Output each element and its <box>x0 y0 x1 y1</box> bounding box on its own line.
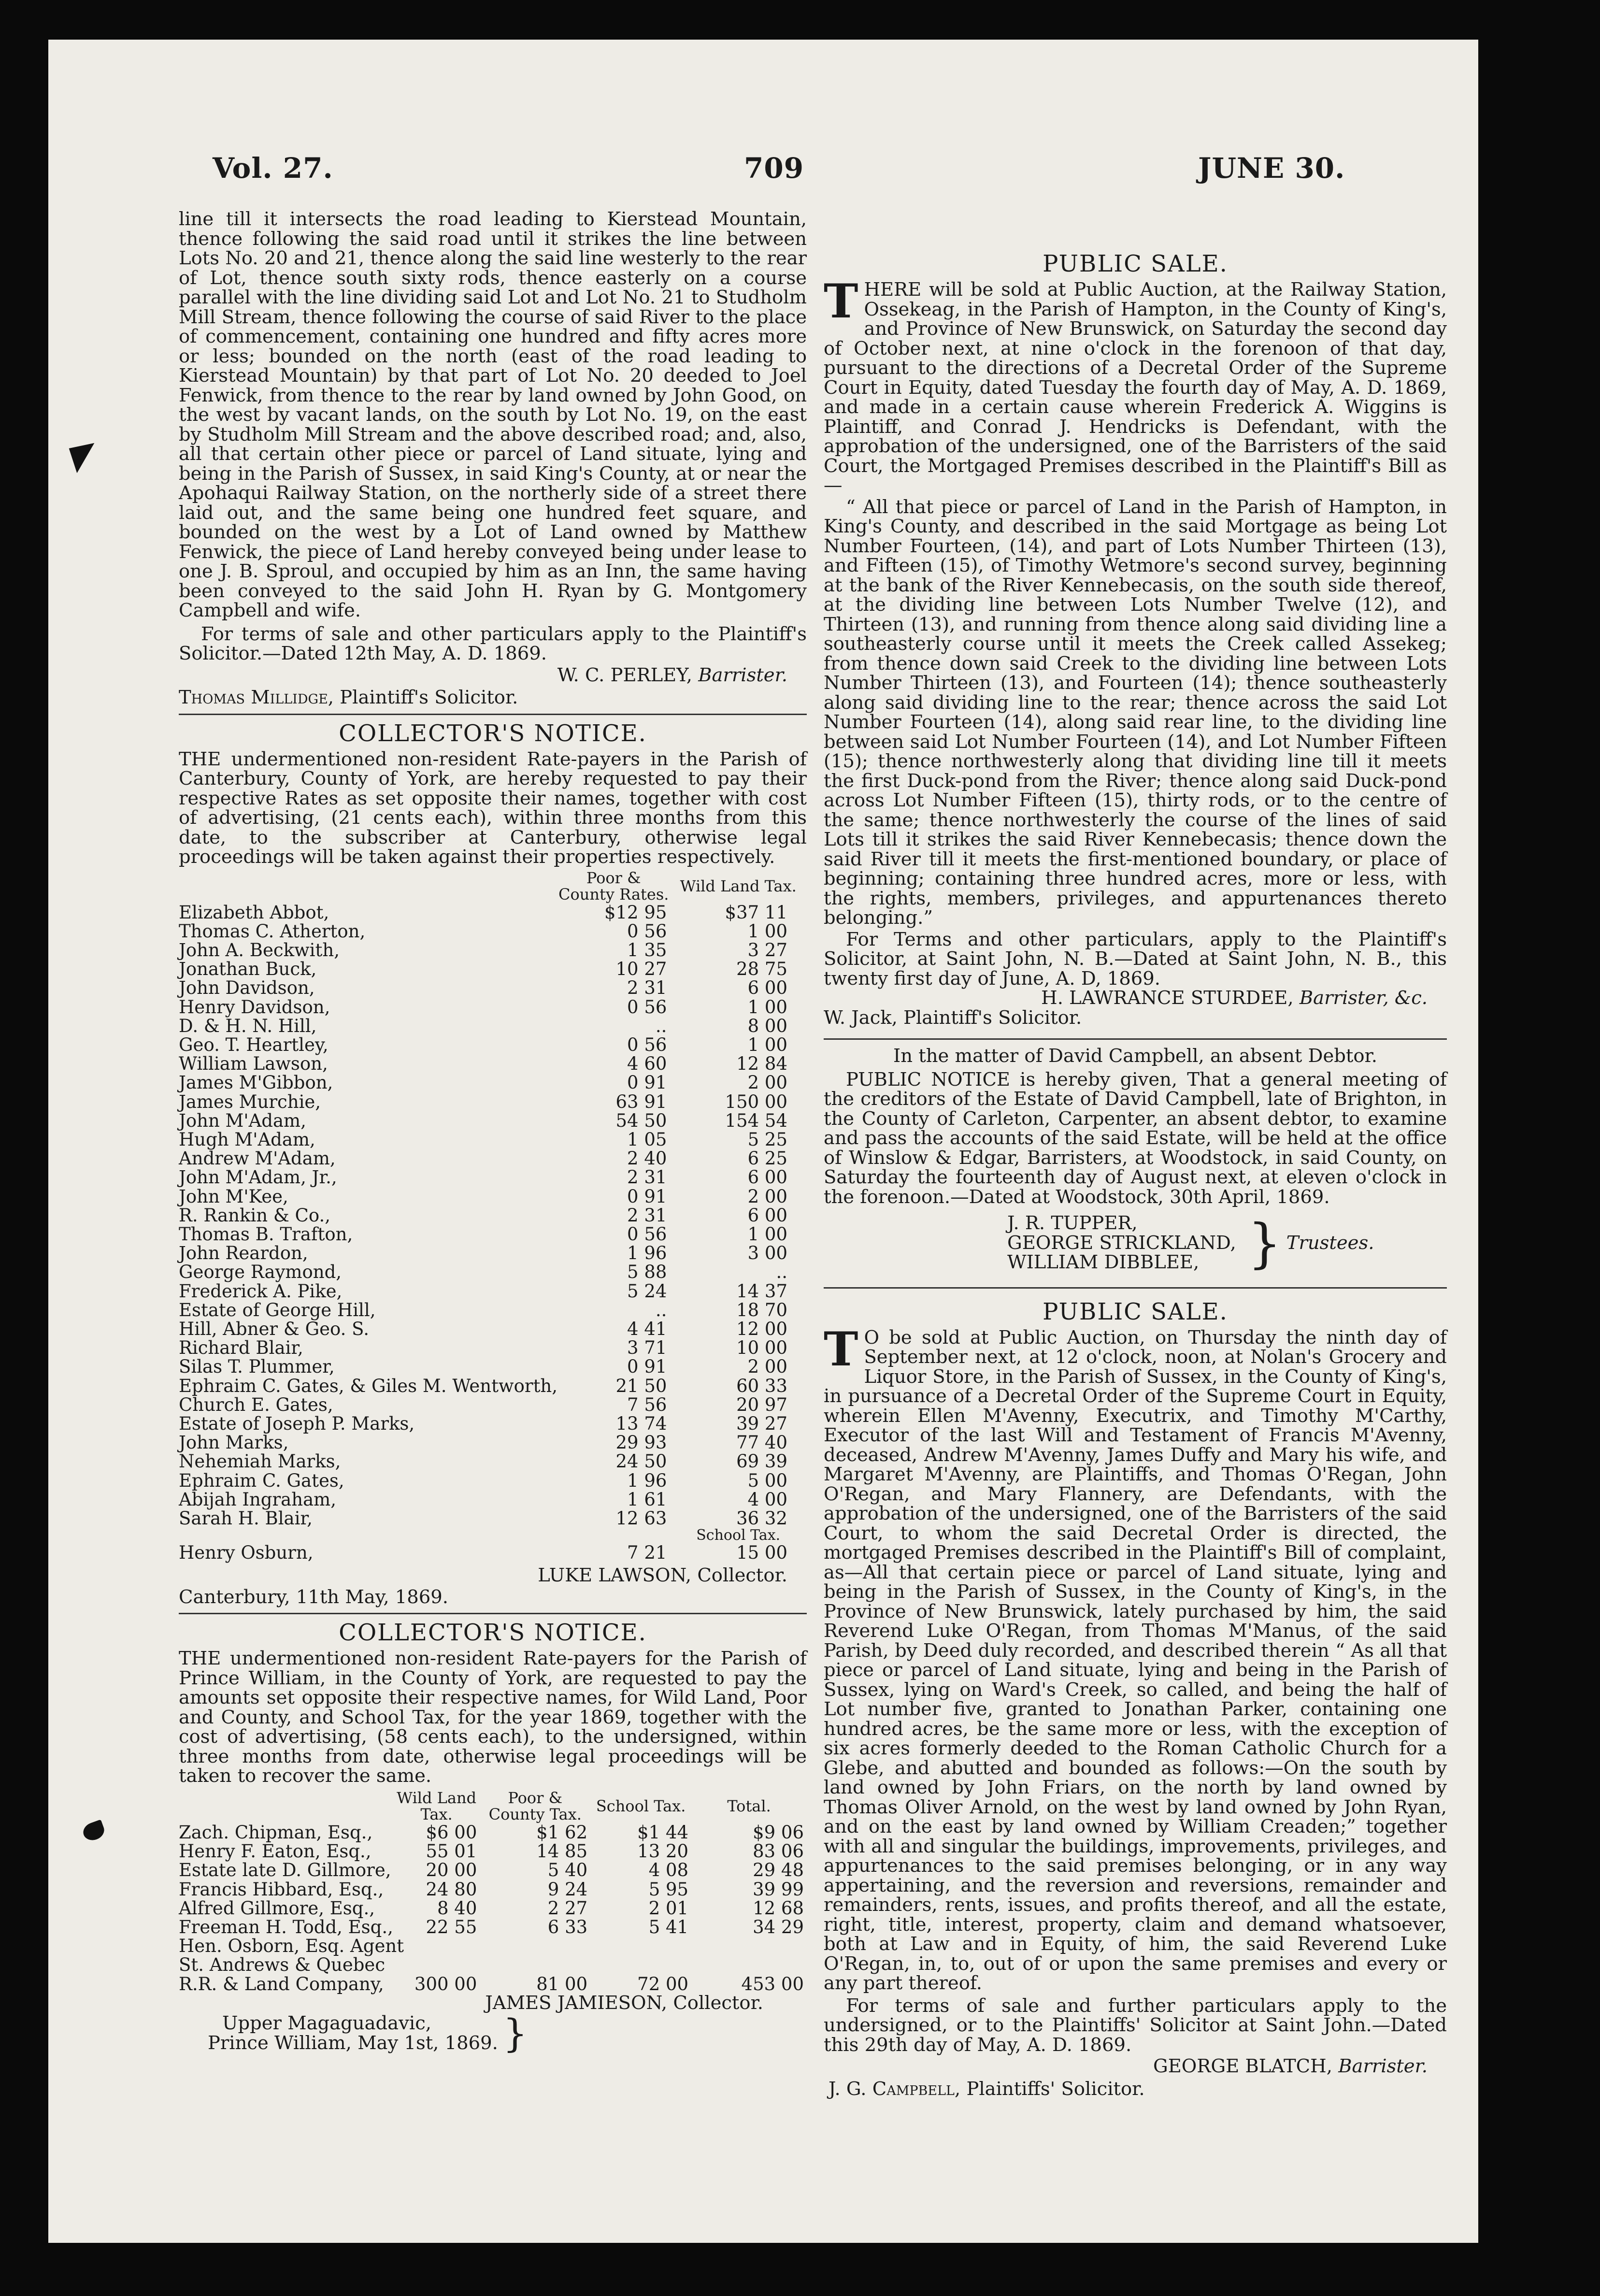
col-header-name <box>179 1789 393 1823</box>
table-row <box>179 1842 807 1861</box>
school-tax-label: School Tax. <box>696 1527 781 1544</box>
col-header-total: Total. <box>727 1796 771 1815</box>
wild-land-value: $37 11 <box>725 902 787 923</box>
poor-county-value: 2 40 <box>627 1148 667 1169</box>
divider <box>179 714 807 715</box>
public-sale-1-signature: H. LAWRANCE STURDEE, <box>1041 987 1294 1009</box>
ratepayer-name: Church E. Gates, <box>179 1394 333 1415</box>
poor-county-value: 9 24 <box>547 1879 588 1900</box>
table-row <box>179 998 807 1017</box>
poor-county-value: 29 93 <box>615 1432 667 1453</box>
table-row <box>179 1111 807 1130</box>
wild-land-value: 4 00 <box>747 1489 787 1510</box>
wild-land-value: 69 39 <box>736 1451 787 1472</box>
col-header-poor-county: Poor & County Rates. <box>558 868 669 904</box>
table-row <box>179 1263 807 1281</box>
volume-label: Vol. 27. <box>213 152 333 185</box>
poor-county-value: 0 56 <box>627 920 667 942</box>
public-sale-1-signature-role: Barrister, &c. <box>1299 987 1428 1009</box>
wild-land-value: 22 55 <box>426 1916 477 1937</box>
continued-notice-terms: For terms of sale and other particulars apply to the Plaintiff's Solicitor.—Dated 12th May, A. D. 1869. <box>179 623 807 664</box>
poor-county-value: 5 88 <box>627 1262 667 1283</box>
ratepayer-name: John Reardon, <box>179 1243 308 1264</box>
collector-notice-2-signature: JAMES JAMIESON, Collector. <box>485 1992 763 2014</box>
poor-county-value: 24 50 <box>615 1451 667 1472</box>
school-tax-value: 5 95 <box>648 1879 689 1900</box>
wild-land-value: 6 00 <box>747 1167 787 1188</box>
ratepayer-name: Henry F. Eaton, Esq., <box>179 1841 371 1862</box>
public-sale-2-signature: GEORGE BLATCH, <box>1153 2055 1332 2077</box>
public-sale-1-solicitor: W. Jack, Plaintiff's Solicitor. <box>824 1006 1082 1029</box>
ratepayer-name: John A. Beckwith, <box>179 939 340 961</box>
divider <box>824 1038 1447 1040</box>
ratepayer-name: Zach. Chipman, Esq., <box>179 1822 373 1843</box>
ratepayer-name: John Marks, <box>179 1432 289 1453</box>
ratepayer-name: Estate of George Hill, <box>179 1299 376 1320</box>
poor-county-value: 0 56 <box>627 996 667 1018</box>
wild-land-value: 3 27 <box>747 939 787 961</box>
public-sale-2-solicitor-role: Plaintiffs' Solicitor. <box>966 2078 1145 2100</box>
continued-notice-signature: W. C. PERLEY, <box>557 664 692 686</box>
company-name-line: St. Andrews & Quebec <box>179 1954 386 1976</box>
wild-land-value: 12 00 <box>736 1318 787 1339</box>
wild-land-value: 12 84 <box>736 1053 787 1075</box>
ratepayer-name: Elizabeth Abbot, <box>179 902 329 923</box>
school-tax-value: $1 44 <box>637 1822 689 1843</box>
ratepayer-name: Ephraim C. Gates, <box>179 1470 344 1491</box>
wild-land-value: 1 00 <box>747 1034 787 1055</box>
public-sale-2-terms: For terms of sale and further particulars apply to the undersigned, or to the Plaintiffs' Solicitor at Saint John.—Dated this 29th day of May, A. D. 1869. <box>824 1995 1447 2056</box>
table-row <box>179 1880 807 1899</box>
table-row <box>179 1471 807 1490</box>
ratepayer-name: Hill, Abner & Geo. S. <box>179 1318 369 1339</box>
left-column <box>179 208 807 2056</box>
continued-notice-solicitor-name: Thomas Millidge, <box>179 687 334 708</box>
poor-county-value: $12 95 <box>604 902 667 923</box>
margin-hook-mark <box>81 1820 107 1843</box>
dropcap: T <box>824 274 858 329</box>
school-tax-value: 5 41 <box>648 1916 689 1937</box>
wild-land-value: 18 70 <box>736 1299 787 1320</box>
table-row <box>179 903 807 922</box>
table-row <box>179 1092 807 1111</box>
col-header-wild-land: Wild Land Tax. <box>680 876 797 895</box>
table-row <box>179 1433 807 1452</box>
total-value: 39 99 <box>753 1879 804 1900</box>
public-sale-2-text: O be sold at Public Auction, on Thursday the ninth day of September next, at 12 o'clock, noon, at Nolan's Grocery and Liquor Store, in the Parish of Sussex, in the County of King's, in pursuance of a Decretal Order of the Supreme Court in Equity, wherein Ellen M'Avenny, Executrix, and Timothy M'Carthy, Executor of the last Will and Testament of Francis M'Avenny, deceased, Andrew M'Avenny, James Duffy and Mary his wife, and Margaret M'Avenny, are Plaintiffs, and Thomas O'Regan, John O'Regan, and Mary Flannery, are Defendants, with the approbation of the undersigned, one of the Barristers of the said Court, to whom the said Decretal Order is directed, the mortgaged Premises described in the Plaintiff's Bill of complaint, as—All that certain piece or parcel of Land situate, lying and being in the Parish of Sussex, in the County of King's, in the Province of New Brunswick, lately purchased by him, the said Reverend Luke O'Regan, from Thomas M'Manus, of the said Parish, by Deed duly recorded, and described therein “ As all that piece or parcel of Land situate, lying and being in the Parish of Sussex, lying on Ward's Creek, so called, and being the half of Lot number five, granted to Jonathan Parker, containing one hundred acres, be the same more or less, with the exception of six acres formerly deeded to the Roman Catholic Church for a Glebe, and abutted and bounded as follows:—On the south by land owned by John Friars, on the north by land owned by Thomas Oliver Arnold, on the west by land owned by John Ryan, and on the east by land owned by William Creaden;” together with all and singular the buildings, improvements, privileges, and appurtenances to the said premises belonging, or in any way appertaining, and the reversion and reversions, remainder and remainders, rents, issues, and profits thereof, and all the estate, right, title, interest, property, claim and demand whatsoever, both at Law and in Equity, of him, the said Reverend Luke O'Regan, in, to, out of or upon the same premises and every or any part thereof. <box>824 1326 1447 1994</box>
collector-notice-2-date: Prince William, May 1st, 1869. <box>208 2032 498 2054</box>
total-value: $9 06 <box>753 1822 804 1843</box>
collector-notice-1-signature: LUKE LAWSON, Collector. <box>538 1564 787 1587</box>
ratepayer-name: Silas T. Plummer, <box>179 1356 335 1378</box>
wild-land-value: 1 00 <box>747 1223 787 1245</box>
wild-land-value: 1 00 <box>747 996 787 1018</box>
trustees-label: Trustees. <box>1286 1232 1374 1254</box>
ratepayer-name: Henry Davidson, <box>179 996 330 1018</box>
collector-notice-1-intro: THE undermentioned non-resident Rate-payers in the Parish of Canterbury, County of York, are hereby requested to pay their respective Rates as set opposite their names, together with cost of advertising, (21 cents each), within three months from this date, to the subscriber at Canterbury, otherwise legal proceedings will be taken against their properties respectively. <box>179 748 807 868</box>
table-row <box>179 1206 807 1225</box>
ratepayer-name: Frederick A. Pike, <box>179 1280 343 1302</box>
wild-land-value: 2 00 <box>747 1072 787 1093</box>
wild-land-value: 77 40 <box>736 1432 787 1453</box>
table-row <box>179 1861 807 1880</box>
wild-land-value: .. <box>776 1262 787 1283</box>
page-number: 709 <box>744 152 804 185</box>
total-value: 83 06 <box>753 1841 804 1862</box>
ratepayer-name: D. & H. N. Hill, <box>179 1015 317 1036</box>
table-row <box>179 1899 807 1918</box>
ratepayer-name: Richard Blair, <box>179 1337 303 1359</box>
ratepayer-name: John Davidson, <box>179 977 315 999</box>
table-row <box>179 1975 807 1994</box>
poor-county-value: 21 50 <box>615 1375 667 1396</box>
collector-notice-2-title: COLLECTOR'S NOTICE. <box>339 1619 647 1647</box>
divider <box>179 1613 807 1614</box>
brace-mark: } <box>502 2010 528 2056</box>
poor-county-value: 1 05 <box>627 1129 667 1150</box>
poor-county-value: 3 71 <box>627 1337 667 1359</box>
wild-land-value: $6 00 <box>426 1822 477 1843</box>
poor-county-value: 63 91 <box>615 1091 667 1112</box>
poor-county-value: 1 35 <box>627 939 667 961</box>
table-row <box>179 1414 807 1433</box>
table-row <box>179 1543 807 1562</box>
public-sale-1-title: PUBLIC SALE. <box>1043 250 1228 277</box>
ratepayer-name: James Murchie, <box>179 1091 321 1112</box>
poor-county-value: 1 96 <box>627 1243 667 1264</box>
poor-county-value: 6 33 <box>547 1916 588 1937</box>
wild-land-value: 60 33 <box>736 1375 787 1396</box>
public-sale-2-solicitor-name: J. G. Campbell, <box>829 2078 961 2100</box>
ratepayer-name: James M'Gibbon, <box>179 1072 333 1093</box>
ratepayer-name: Abijah Ingraham, <box>179 1489 336 1510</box>
table-row <box>179 1035 807 1054</box>
ratepayer-name: Geo. T. Heartley, <box>179 1034 329 1055</box>
collector-notice-2-intro: THE undermentioned non-resident Rate-payers for the Parish of Prince William, in the County of York, are requested to pay the amounts set opposite their respective names, for Wild Land, Poor and County, and School Tax, for the year 1869, together with the cost of advertising, (58 cents each), to the undersigned, within three months from date, otherwise legal proceedings will be taken to recover the same. <box>179 1648 807 1787</box>
table-row <box>179 1244 807 1263</box>
table-row <box>179 1073 807 1092</box>
margin-arrow-mark <box>60 433 95 473</box>
table-row <box>179 1509 807 1528</box>
trustee-name: J. R. TUPPER, <box>1007 1212 1138 1234</box>
ratepayer-name: Thomas B. Trafton, <box>179 1223 353 1245</box>
ratepayer-name: Ephraim C. Gates, & Giles M. Wentworth, <box>179 1375 558 1396</box>
ratepayer-name: Jonathan Buck, <box>179 959 317 980</box>
table-row <box>179 1187 807 1206</box>
wild-land-value: 8 40 <box>437 1897 477 1919</box>
poor-county-value: .. <box>655 1015 667 1036</box>
wild-land-value: 1 00 <box>747 920 787 942</box>
school-tax-value: 72 00 <box>637 1973 689 1995</box>
company-agent-line: Hen. Osborn, Esq. Agent <box>179 1936 404 1957</box>
ratepayer-name: Freeman H. Todd, Esq., <box>179 1916 393 1937</box>
poor-county-value: .. <box>655 1299 667 1320</box>
ratepayer-name: R. Rankin & Co., <box>179 1205 330 1226</box>
ratepayer-name: Estate late D. Gillmore, <box>179 1860 391 1881</box>
ratepayer-name: Estate of Joseph P. Marks, <box>179 1413 415 1434</box>
table-row <box>179 1168 807 1187</box>
poor-county-value: 2 31 <box>627 1205 667 1226</box>
collector-notice-1-place-date: Canterbury, 11th May, 1869. <box>179 1586 449 1608</box>
poor-county-value: 7 56 <box>627 1394 667 1415</box>
dropcap: T <box>824 1321 858 1377</box>
poor-county-value: 12 63 <box>615 1508 667 1529</box>
school-tax-value: 4 08 <box>648 1860 689 1881</box>
total-value: 29 48 <box>753 1860 804 1881</box>
issue-date: JUNE 30. <box>1198 152 1345 185</box>
table-row <box>179 1452 807 1471</box>
table-row <box>179 1823 807 1842</box>
collector-notice-2-place: Upper Magaguadavic, <box>222 2012 431 2035</box>
poor-county-value: $1 62 <box>536 1822 588 1843</box>
public-sale-2-signature-role: Barrister. <box>1338 2055 1428 2077</box>
table-row <box>179 1357 807 1376</box>
poor-county-value: 81 00 <box>536 1973 588 1995</box>
ratepayer-name: Francis Hibbard, Esq., <box>179 1879 384 1900</box>
poor-county-value: 0 56 <box>627 1034 667 1055</box>
poor-county-value: 2 31 <box>627 1167 667 1188</box>
wild-land-value: 300 00 <box>414 1973 477 1995</box>
ratepayer-name: John M'Kee, <box>179 1186 288 1207</box>
table-row <box>179 1338 807 1357</box>
collector-notice-2-table <box>179 1789 807 1994</box>
poor-county-value: 2 31 <box>627 977 667 999</box>
poor-county-value: 5 40 <box>547 1860 588 1881</box>
wild-land-value: 8 00 <box>747 1015 787 1036</box>
wild-land-value: 6 25 <box>747 1148 787 1169</box>
total-value: 453 00 <box>741 1973 804 1995</box>
total-value: 34 29 <box>753 1916 804 1937</box>
brace-mark: } <box>1247 1212 1282 1274</box>
total-value: 12 68 <box>753 1897 804 1919</box>
public-sale-1-terms: For Terms and other particulars, apply to the Plaintiff's Solicitor, at Saint John, N. B.—Dated at Saint John, N. B., this twenty first day of June, A. D, 1869. <box>824 928 1447 990</box>
table-row <box>179 922 807 941</box>
wild-land-value: 20 00 <box>426 1860 477 1881</box>
ratepayer-name: R.R. & Land Company, <box>179 1973 384 1995</box>
wild-land-value: 2 00 <box>747 1186 787 1207</box>
table-row <box>179 960 807 978</box>
table-row <box>179 1017 807 1035</box>
col-header-wild-land: Wild Land Tax. <box>397 1788 477 1823</box>
wild-land-value: 39 27 <box>736 1413 787 1434</box>
wild-land-value: 24 80 <box>426 1879 477 1900</box>
school-tax-value: 15 00 <box>736 1542 787 1564</box>
ratepayer-name: Nehemiah Marks, <box>179 1451 341 1472</box>
school-tax-value: 13 20 <box>637 1841 689 1862</box>
ratepayer-name: Alfred Gillmore, Esq., <box>179 1897 375 1919</box>
wild-land-value: 20 97 <box>736 1394 787 1415</box>
poor-county-value: 4 60 <box>627 1053 667 1075</box>
poor-county-value: 1 61 <box>627 1489 667 1510</box>
col-header-school: School Tax. <box>596 1796 686 1815</box>
ratepayer-name: William Lawson, <box>179 1053 328 1075</box>
poor-county-value: 4 41 <box>627 1318 667 1339</box>
ratepayer-name: Henry Osburn, <box>179 1542 314 1564</box>
poor-county-value: 1 96 <box>627 1470 667 1491</box>
poor-county-value: 10 27 <box>615 959 667 980</box>
ratepayer-name: Thomas C. Atherton, <box>179 920 366 942</box>
poor-county-value: 54 50 <box>615 1110 667 1131</box>
table-row <box>179 1282 807 1301</box>
poor-county-value: 0 91 <box>627 1072 667 1093</box>
wild-land-value: 55 01 <box>426 1841 477 1862</box>
collector-notice-1-title: COLLECTOR'S NOTICE. <box>339 719 647 747</box>
wild-land-value: 6 00 <box>747 1205 787 1226</box>
ratepayer-name: John M'Adam, <box>179 1110 306 1131</box>
newspaper-page <box>48 40 1478 2243</box>
table-row <box>179 1395 807 1414</box>
divider <box>824 1287 1447 1289</box>
public-sale-2-title: PUBLIC SALE. <box>1043 1298 1228 1325</box>
table-row <box>179 1054 807 1073</box>
collector-notice-1-table <box>179 869 807 1563</box>
ratepayer-name: George Raymond, <box>179 1262 342 1283</box>
table-row <box>179 1149 807 1168</box>
poor-county-value: 7 21 <box>627 1542 667 1564</box>
wild-land-value: 5 00 <box>747 1470 787 1491</box>
ratepayer-name: Andrew M'Adam, <box>179 1148 336 1169</box>
continued-notice-solicitor-role: Plaintiff's Solicitor. <box>340 687 518 708</box>
ratepayer-name: Sarah H. Blair, <box>179 1508 313 1529</box>
table-row <box>179 1490 807 1509</box>
trustee-name: WILLIAM DIBBLEE, <box>1007 1251 1200 1273</box>
wild-land-value: 6 00 <box>747 977 787 999</box>
poor-county-value: 0 56 <box>627 1223 667 1245</box>
ratepayer-name: Hugh M'Adam, <box>179 1129 315 1150</box>
continued-notice-text: line till it intersects the road leading to Kierstead Mountain, thence following the said road until it strikes the line between Lots No. 20 and 21, thence along the said line westerly to the rear of Lot, thence south sixty rods, thence easterly on a course parallel with the line dividing said Lot and Lot No. 21 to Studholm Mill Stream, thence following the course of said River to the place of commencement, containing one hundred and fifty acres more or less; bounded on the north (east of the road leading to Kierstead Mountain) by that part of Lot No. 20 deeded to Joel Fenwick, from thence to the rear by land owned by John Good, on the west by vacant lands, on the south by Lot No. 19, on the east by Studholm Mill Stream and the above described road; and, also, all that certain other piece or parcel of Land situate, lying and being in the Parish of Sussex, in said King's County, at or near the Apohaqui Railway Station, on the northerly side of a street there laid out, and the same being one hundred feet square, and bounded on the west by a Lot of Land owned by Matthew Fenwick, the piece of Land hereby conveyed being under lease to one J. B. Sproul, and occupied by him as an Inn, the same having been conveyed to the said John H. Ryan by G. Montgomery Campbell and wife. <box>179 208 807 621</box>
right-column <box>824 251 1447 2099</box>
table-row <box>179 941 807 960</box>
trustee-name: GEORGE STRICKLAND, <box>1007 1232 1236 1254</box>
table-row <box>179 1301 807 1320</box>
public-sale-1-text: HERE will be sold at Public Auction, at the Railway Station, Ossekeag, in the Parish of Hampton, in the County of King's, and Province of New Brunswick, on Saturday the second day of October next, at nine o'clock in the forenoon of that day, pursuant to the directions of a Decretal Order of the Supreme Court in Equity, dated Tuesday the fourth day of May, A. D. 1869, and made in a certain cause wherein Frederick A. Wiggins is Plaintiff, and Conrad J. Hendricks is Defendant, with the approbation of the undersigned, one of the Barristers of the said Court, the Mortgaged Premises described in the Plaintiff's Bill as— <box>824 279 1447 496</box>
wild-land-value: 5 25 <box>747 1129 787 1150</box>
poor-county-value: 5 24 <box>627 1280 667 1302</box>
continued-notice-signature-role: Barrister. <box>698 664 787 686</box>
wild-land-value: 36 32 <box>736 1508 787 1529</box>
wild-land-value: 14 37 <box>736 1280 787 1302</box>
ratepayer-name: John M'Adam, Jr., <box>179 1167 337 1188</box>
poor-county-value: 14 85 <box>536 1841 588 1862</box>
wild-land-value: 10 00 <box>736 1337 787 1359</box>
poor-county-value: 13 74 <box>615 1413 667 1434</box>
poor-county-value: 0 91 <box>627 1356 667 1378</box>
table-row <box>179 1130 807 1149</box>
wild-land-value: 150 00 <box>725 1091 787 1112</box>
table-row <box>179 1225 807 1244</box>
wild-land-value: 28 75 <box>736 959 787 980</box>
wild-land-value: 2 00 <box>747 1356 787 1378</box>
debtor-notice-title: In the matter of David Campbell, an absent Debtor. <box>893 1045 1377 1067</box>
wild-land-value: 154 54 <box>725 1110 787 1131</box>
school-tax-value: 2 01 <box>648 1897 689 1919</box>
wild-land-value: 3 00 <box>747 1243 787 1264</box>
poor-county-value: 0 91 <box>627 1186 667 1207</box>
table-row <box>179 978 807 997</box>
table-row <box>179 1320 807 1338</box>
poor-county-value: 2 27 <box>547 1897 588 1919</box>
public-sale-1-description: “ All that piece or parcel of Land in the Parish of Hampton, in King's County, and described in the said Mortgage as being Lot Number Fourteen, (14), and part of Lots Number Thirteen (13), and Fifteen (15), of Timothy Wetmore's second survey, beginning at the bank of the River Kennebecasis, on the south side thereof, at the dividing line between Lots Number Twelve (12), and Thirteen (13), and running from thence along said dividing line a southeasterly course until it meets the Creek called Assekeg; from thence down said Creek to the dividing line between Lots Number Thirteen (13), and Fourteen (14); thence southeasterly along said dividing line to the rear; thence across the said Lot Number Fourteen (14), along said rear line, to the dividing line between said Lot Number Fourteen (14), and Lot Number Fifteen (15); thence northwesterly along that dividing line till it meets the first Duck-pond from the River; thence along said Duck-pond across Lot Number Fifteen (15), thirty rods, or to the centre of the same; thence northwesterly the course of the lines of said Lots till it strikes the said River Kennebecasis; thence down the said River till it meets the first-mentioned boundary, or place of beginning; containing three hundred acres, more or less, with the rights, members, privileges, and appurtenances thereto belonging.” <box>824 496 1447 929</box>
table-row <box>179 1377 807 1395</box>
col-header-poor-county: Poor & County Tax. <box>488 1788 582 1823</box>
debtor-notice-text: PUBLIC NOTICE is hereby given, That a general meeting of the creditors of the Estate of David Campbell, late of Brighton, in the County of Carleton, Carpenter, an absent debtor, to examine and pass the accounts of the said Estate, will be held at the office of Winslow & Edgar, Barristers, at Woodstock, in said County, on Saturday the fourteenth day of August next, at eleven o'clock in the forenoon.—Dated at Woodstock, 30th April, 1869. <box>824 1068 1447 1208</box>
table-row <box>179 1918 807 1937</box>
